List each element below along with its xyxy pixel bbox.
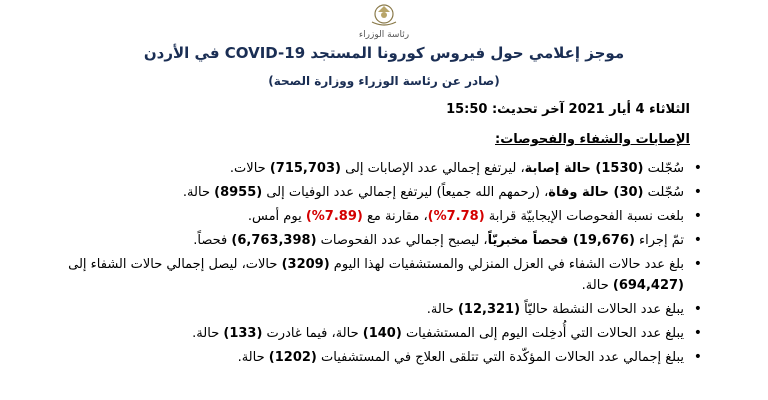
item-text: حالة. (426, 302, 458, 317)
item-highlight: (19,676) فحصاً مخبريّاً (487, 233, 635, 248)
item-text: حالة. (192, 326, 224, 341)
item-text: ، ليصبح إجمالي عدد الفحوصات (316, 233, 488, 248)
item-value: (12,321) (457, 302, 521, 317)
item-text: حالة، فيما غادرت (262, 326, 363, 341)
item-value: (715,703) (269, 161, 341, 176)
list-item (44, 206, 684, 227)
list-item (44, 254, 684, 296)
item-text: حالة. (237, 350, 269, 365)
section-heading: الإصابات والشفاء والفحوصات: (495, 132, 690, 147)
item-value: (694,427) (612, 278, 684, 293)
item-text: بلغ عدد حالات الشفاء في العزل المنزلي والمستشفيات لهذا اليوم (329, 257, 684, 272)
item-value: (3209) (281, 257, 330, 272)
item-text: سُجّلت (643, 185, 684, 200)
list-item (44, 158, 684, 179)
item-text: ، ليرتفع إجمالي عدد الإصابات إلى (340, 161, 525, 176)
list-item (44, 347, 684, 368)
item-text: يبلغ عدد الحالات التي أُدخِلت اليوم إلى المستشفيات (401, 326, 684, 341)
emblem-caption: رئاسة الوزراء (358, 30, 410, 40)
item-value: (133) (223, 326, 263, 341)
item-text: حالة. (182, 185, 215, 200)
item-text: حالات. (229, 161, 270, 176)
item-text: سُجّلت (643, 161, 684, 176)
list-item (44, 182, 684, 203)
page-subtitle: (صادر عن رئاسة الوزراء ووزارة الصحة) (268, 74, 500, 88)
item-highlight: (30) حالة وفاة (548, 185, 644, 200)
date-line: الثلاثاء 4 أيار 2021 آخر تحديث: 15:50 (446, 102, 690, 117)
item-value: (6,763,398) (231, 233, 317, 248)
stats-list (44, 158, 702, 371)
item-highlight: (1530) حالة إصابة (524, 161, 644, 176)
list-item (44, 299, 684, 320)
item-text: بلغت نسبة الفحوصات الإيجابيّة قرابة (484, 209, 684, 224)
list-item (44, 230, 684, 251)
item-text: حالة. (581, 278, 613, 293)
page-title: موجز إعلامي حول فيروس كورونا المستجد COVID-19 في الأردن (143, 44, 625, 62)
item-value: (140) (362, 326, 402, 341)
item-value: (7.78%) (427, 209, 485, 224)
item-value: (7.89%) (305, 209, 363, 224)
item-value: (1202) (268, 350, 317, 365)
jordan-emblem-icon (356, 2, 412, 28)
item-value: (8955) (214, 185, 263, 200)
item-text: حالات، ليصل إجمالي حالات الشفاء إلى (68, 257, 282, 272)
item-text: يبلغ عدد الحالات النشطة حاليّاً (520, 302, 684, 317)
item-text: يبلغ إجمالي عدد الحالات المؤكّدة التي تتلقى العلاج في المستشفيات (316, 350, 684, 365)
item-text: ، مقارنة مع (362, 209, 428, 224)
item-text: تمّ إجراء (634, 233, 684, 248)
item-text: فحصاً. (193, 233, 232, 248)
list-item (44, 323, 684, 344)
item-text: يوم أمس. (247, 209, 306, 224)
item-text: ، (رحمهم الله جميعاً) ليرتفع إجمالي عدد الوفيات إلى (262, 185, 549, 200)
